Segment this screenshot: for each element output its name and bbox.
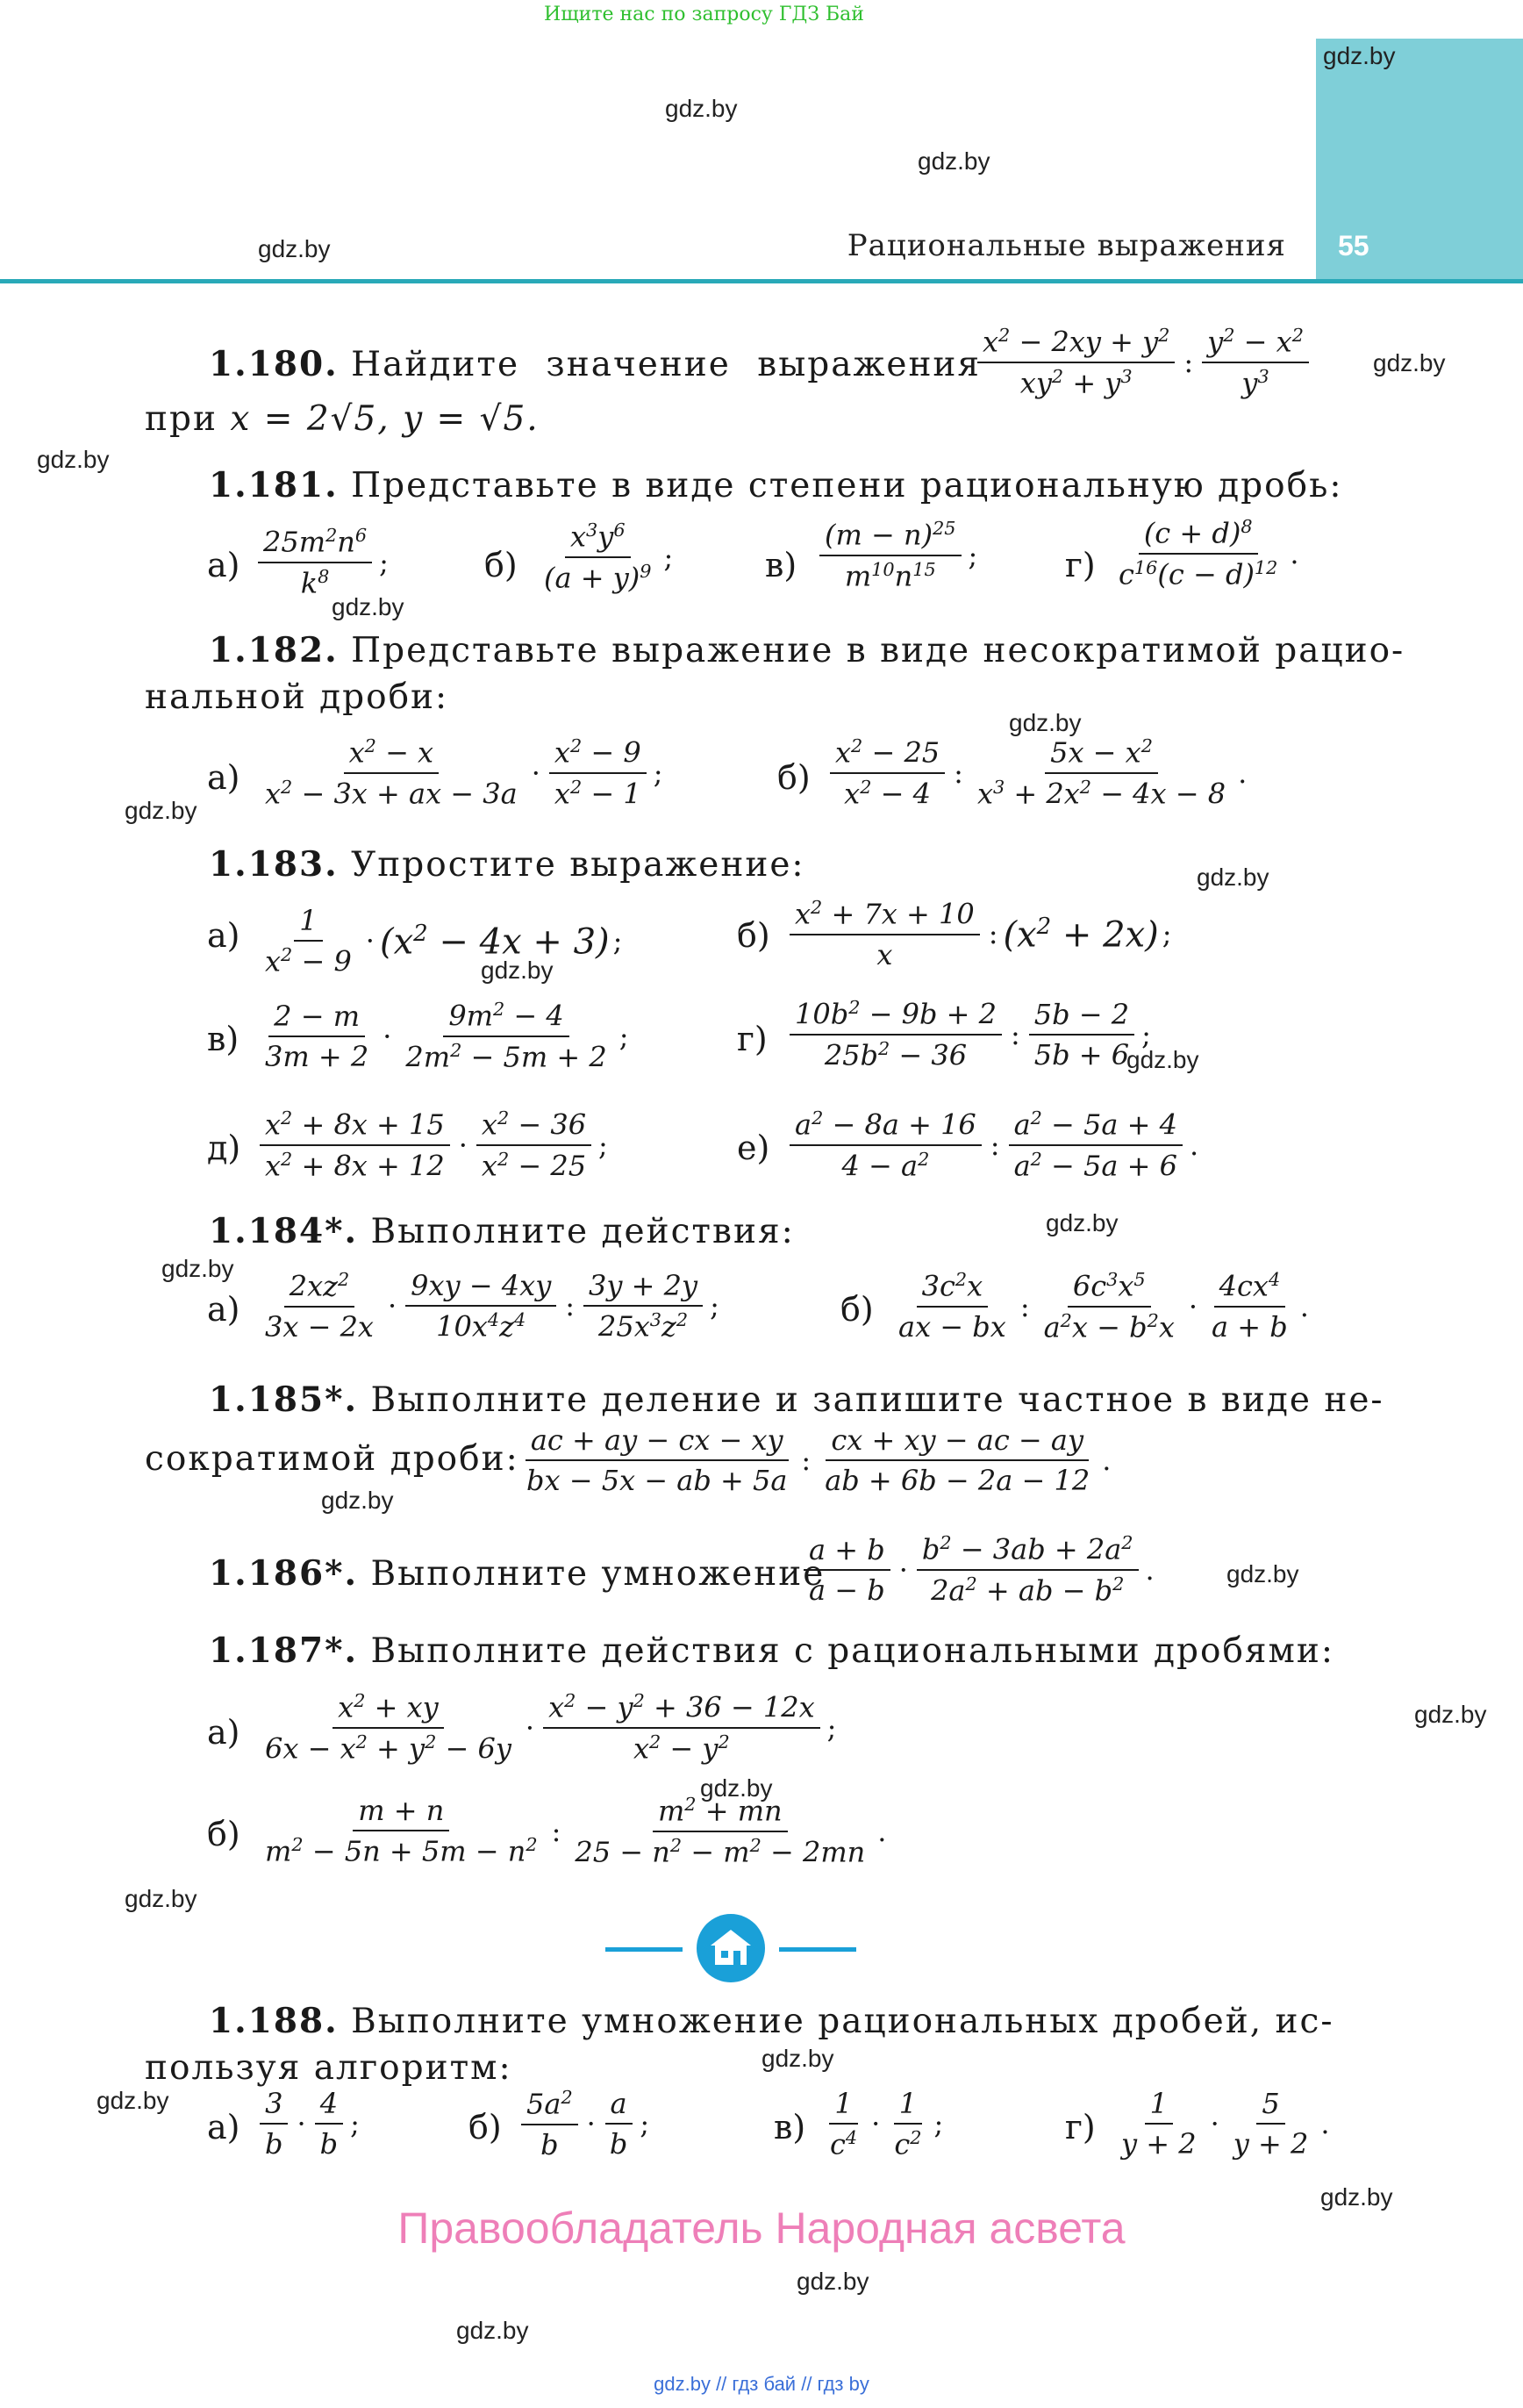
section-divider xyxy=(779,1947,856,1952)
formula-1-183-v: $\frac{2 - m}{3m + 2}$ · $\frac{9m^2 - 4}{2m^2 - 5m + 2}$ ; xyxy=(265,999,629,1074)
formula-1-181-g: $\frac{(c + d)^8}{c^{16}(c - d)^{12}}$ . xyxy=(1119,516,1299,591)
label-g: г) xyxy=(1065,2108,1096,2146)
watermark: gdz.by xyxy=(456,2317,529,2344)
watermark: gdz.by xyxy=(481,957,554,984)
label-b: б) xyxy=(737,916,770,955)
watermark: gdz.by xyxy=(97,2087,169,2114)
header-rule xyxy=(0,279,1523,283)
formula-1-182-a: $\frac{x^2 - x}{x^2 - 3x + ax - 3a}$ · $\frac{x^2 - 9}{x^2 - 1}$ ; xyxy=(265,735,663,811)
top-note: Ищите нас по запросу ГДЗ Бай xyxy=(544,4,864,25)
formula-1-187-a: $\frac{x^2 + xy}{6x - x^2 + y^2 - 6y}$ · $\frac{x^2 - y^2 + 36 - 12x}{x^2 - y^2}$ ; xyxy=(265,1690,837,1766)
copyright-notice: Правообладатель Народная асвета xyxy=(397,2204,1126,2253)
label-d: д) xyxy=(207,1129,241,1167)
footer-links[interactable]: gdz.by // гдз бай // гдз by xyxy=(654,2373,869,2395)
formula-1-182-b: $\frac{x^2 - 25}{x^2 - 4}$ : $\frac{5x - x^2}{x^3 + 2x^2 - 4x - 8}$ . xyxy=(826,735,1247,810)
formula-1-184-a: $\frac{2xz^2}{3x - 2x}$ · $\frac{9xy - 4xy}{10x^4z^4}$ : $\frac{3y + 2y}{25x^3z^2}$ ; xyxy=(265,1269,719,1344)
exercise-1-188: 1.188. Выполните умножение рациональных дробей, ис- xyxy=(209,2001,1334,2041)
formula-1-188-g: $\frac{1}{y + 2}$ · $\frac{5}{y + 2}$ . xyxy=(1121,2087,1330,2161)
watermark: gdz.by xyxy=(1197,864,1269,891)
formula-1-183-d: $\frac{x^2 + 8x + 15}{x^2 + 8x + 12}$ · $\frac{x^2 - 36}{x^2 - 25}$ ; xyxy=(256,1107,608,1182)
formula-1-188-a: $\frac{3}{b}$ · $\frac{4}{b}$ ; xyxy=(256,2087,360,2161)
watermark: gdz.by xyxy=(918,147,990,175)
label-v: в) xyxy=(207,1020,240,1058)
watermark: gdz.by xyxy=(1414,1701,1487,1728)
watermark: gdz.by xyxy=(1323,42,1396,69)
label-v: в) xyxy=(765,546,797,584)
formula-1-181-b: $\frac{x^3y^6}{(a + y)^9}$ ; xyxy=(544,520,674,595)
formula-1-183-b: $\frac{x^2 + 7x + 10}{x}$ : $(x^2 + 2x)$ ; xyxy=(786,897,1172,971)
watermark: gdz.by xyxy=(1009,709,1082,736)
watermark: gdz.by xyxy=(1226,1560,1299,1587)
watermark: gdz.by xyxy=(321,1487,394,1514)
exercise-1-188-line2: пользуя алгоритм: xyxy=(145,2048,512,2088)
watermark: gdz.by xyxy=(258,235,331,262)
exercise-1-184: 1.184*. Выполните действия: xyxy=(209,1211,795,1251)
label-g: г) xyxy=(737,1020,768,1058)
formula-1-180: $\frac{x^2 - 2xy + y^2}{xy^2 + y^3}$ : $\frac{y^2 - x^2}{y^3}$ xyxy=(974,325,1312,399)
formula-1-183-e: $\frac{a^2 - 8a + 16}{4 - a^2}$ : $\frac{a^2 - 5a + 4}{a^2 - 5a + 6}$ . xyxy=(786,1107,1198,1182)
home-icon xyxy=(697,1914,765,1982)
label-b: б) xyxy=(777,758,811,797)
watermark: gdz.by xyxy=(1126,1046,1199,1073)
formula-1-183-a: $\frac{1}{x^2 - 9}$ · $(x^2 - 4x + 3)$ ; xyxy=(265,904,623,978)
watermark: gdz.by xyxy=(125,1885,197,1912)
label-e: е) xyxy=(737,1129,770,1167)
condition-1-180: при x = 2√5, y = √5. xyxy=(145,399,540,439)
exercise-1-182: 1.182. Представьте выражение в виде несократимой рацио- xyxy=(209,630,1405,670)
label-a: а) xyxy=(207,916,240,955)
label-b: б) xyxy=(207,1815,240,1853)
exercise-1-185: 1.185*. Выполните деление и запишите частное в виде не- xyxy=(209,1380,1384,1420)
formula-1-188-v: $\frac{1}{c^4}$ · $\frac{1}{c^2}$ ; xyxy=(830,2087,944,2161)
watermark: gdz.by xyxy=(332,593,404,620)
watermark: gdz.by xyxy=(762,2045,834,2072)
watermark: gdz.by xyxy=(1373,349,1446,376)
formula-1-183-g: $\frac{10b^2 - 9b + 2}{25b^2 - 36}$ : $\frac{5b - 2}{5b + 6}$ ; xyxy=(786,997,1151,1071)
watermark: gdz.by xyxy=(1320,2183,1393,2211)
label-a: а) xyxy=(207,1290,240,1329)
watermark: gdz.by xyxy=(37,446,110,473)
running-title: Рациональные выражения xyxy=(847,228,1286,263)
label-a: а) xyxy=(207,1713,240,1752)
formula-1-181-a: $\frac{25m^2n^6}{k^8}$ ; xyxy=(254,525,389,599)
section-divider xyxy=(605,1947,683,1952)
label-g: г) xyxy=(1065,546,1096,584)
formula-1-188-b: $\frac{5a^2}{b}$ · $\frac{a}{b}$ ; xyxy=(518,2087,649,2161)
watermark: gdz.by xyxy=(665,95,738,122)
exercise-1-180: 1.180. Найдите значение выражения xyxy=(209,344,982,384)
label-b: б) xyxy=(468,2108,502,2146)
watermark: gdz.by xyxy=(797,2268,869,2295)
label-a: а) xyxy=(207,2108,240,2146)
label-a: а) xyxy=(207,546,240,584)
label-a: а) xyxy=(207,758,240,797)
exercise-1-182-line2: нальной дроби: xyxy=(145,677,449,717)
exercise-1-187: 1.187*. Выполните действия с рациональными дробями: xyxy=(209,1630,1334,1671)
watermark: gdz.by xyxy=(700,1774,773,1802)
formula-1-186: $\frac{a + b}{a - b}$ · $\frac{b^2 - 3ab + 2a^2}{2a^2 + ab - b^2}$ . xyxy=(800,1532,1155,1607)
label-b: б) xyxy=(840,1290,874,1329)
watermark: gdz.by xyxy=(161,1255,234,1282)
watermark: gdz.by xyxy=(125,797,197,824)
label-v: в) xyxy=(774,2108,806,2146)
label-b: б) xyxy=(484,546,518,584)
watermark: gdz.by xyxy=(1046,1209,1119,1236)
exercise-1-185-line2: сократимой дроби: xyxy=(145,1439,519,1479)
formula-1-185: $\frac{ac + ay - cx - xy}{bx - 5x - ab + 5a}$ : $\frac{cx + xy - ac - ay}{ab + 6b - 2a - 12}$ . xyxy=(526,1423,1112,1497)
formula-1-181-v: $\frac{(m - n)^{25}}{m^{10}n^{15}}$ ; xyxy=(816,518,977,592)
exercise-1-183: 1.183. Упростите выражение: xyxy=(209,844,805,885)
page-number: 55 xyxy=(1338,230,1369,262)
exercise-1-186: 1.186*. Выполните умножение xyxy=(209,1553,826,1594)
exercise-1-181: 1.181. Представьте в виде степени рациональную дробь: xyxy=(209,465,1343,505)
formula-1-184-b: $\frac{3c^2x}{ax - bx}$ : $\frac{6c^3x^5}{a^2x - b^2x}$ · $\frac{4cx^4}{a + b}$ . xyxy=(898,1269,1309,1344)
formula-1-187-b: $\frac{m + n}{m^2 - 5n + 5m - n^2}$ : $\frac{m^2 + mn}{25 - n^2 - m^2 - 2mn}$ . xyxy=(265,1794,887,1869)
